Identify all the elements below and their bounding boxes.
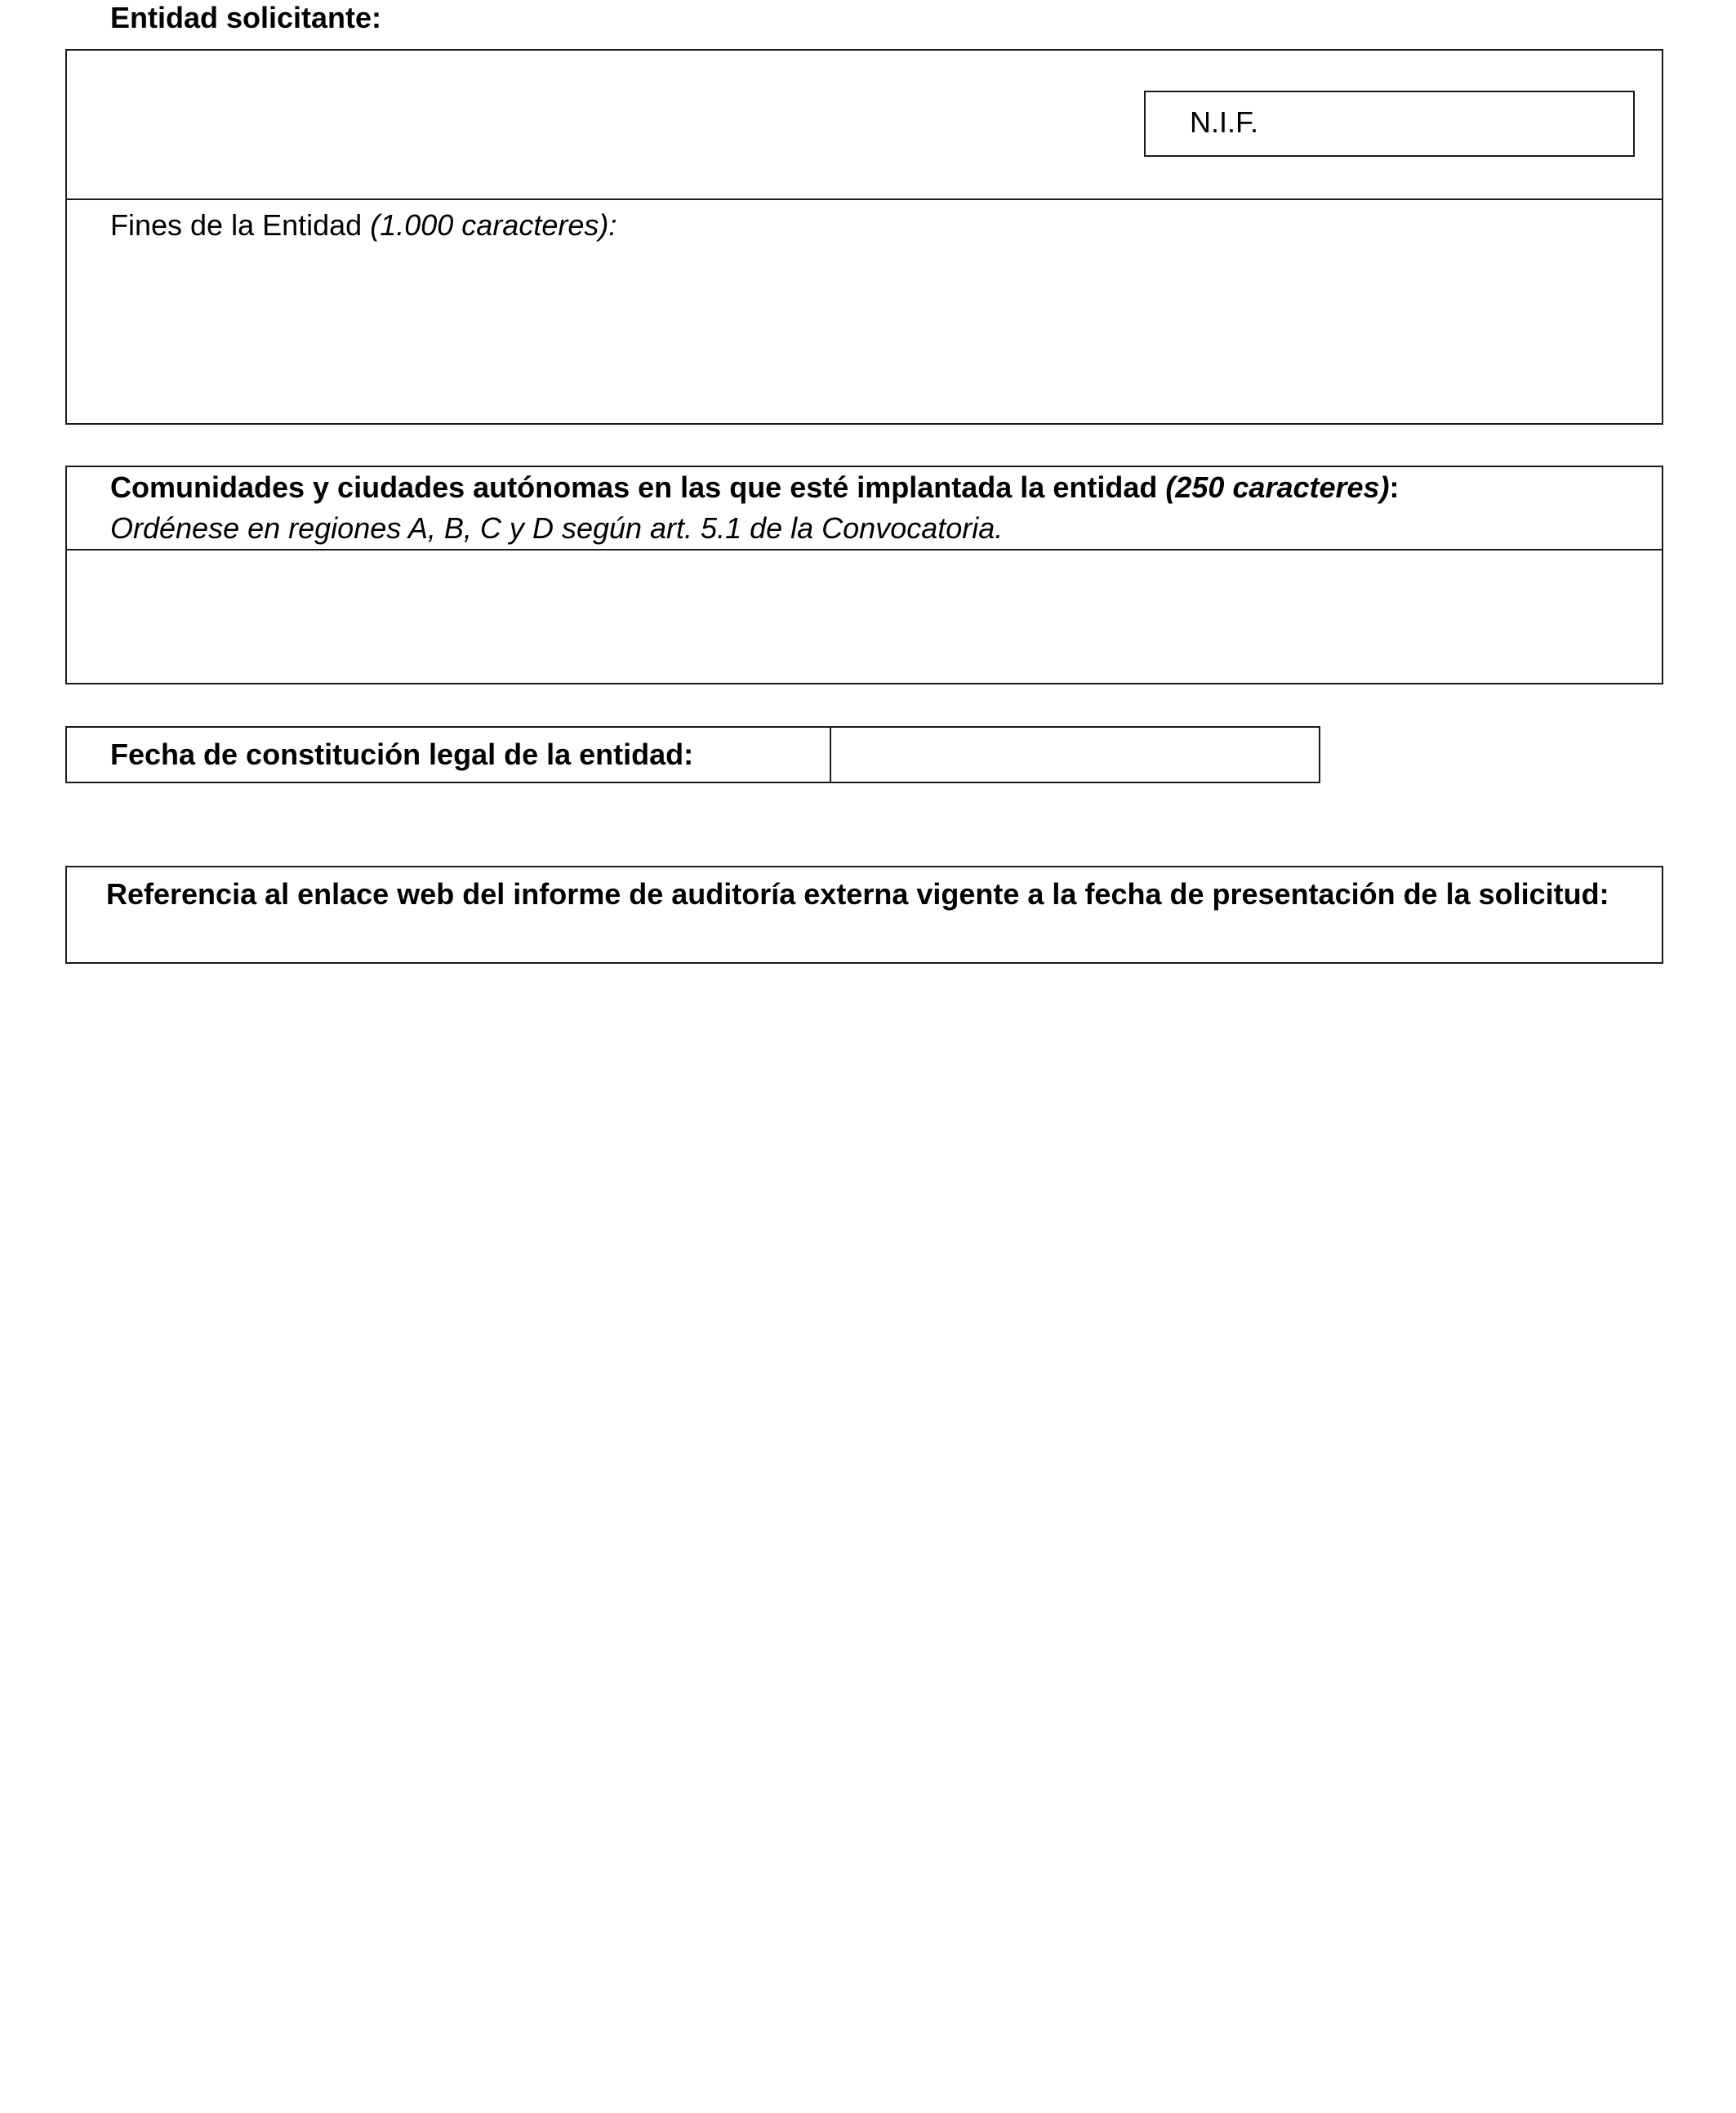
comunidades-instruction: Ordénese en regiones A, B, C y D según art. 5.1 de la Convocatoria. — [110, 511, 1004, 545]
nif-field[interactable] — [1144, 91, 1635, 157]
referencia-field[interactable] — [69, 918, 1660, 961]
referencia-label: Referencia al enlace web del informe de auditoría externa vigente a la fecha de presentación de la solicitud: — [106, 877, 1609, 911]
fecha-label: Fecha de constitución legal de la entidad: — [110, 738, 694, 771]
fines-field[interactable] — [69, 249, 1660, 421]
comunidades-label: Comunidades y ciudades autónomas en las que esté implantada la entidad (250 caracteres): — [110, 470, 1400, 504]
entidad-divider — [65, 198, 1663, 200]
fecha-divider — [830, 726, 831, 783]
fecha-field[interactable] — [833, 729, 1317, 780]
comunidades-divider — [65, 549, 1663, 551]
entidad-heading: Entidad solicitante: — [110, 1, 382, 34]
fines-label: Fines de la Entidad (1.000 caracteres): — [110, 208, 617, 242]
comunidades-field[interactable] — [69, 552, 1660, 681]
nif-label: N.I.F. — [1190, 105, 1259, 139]
entidad-name-field[interactable] — [69, 52, 1130, 195]
